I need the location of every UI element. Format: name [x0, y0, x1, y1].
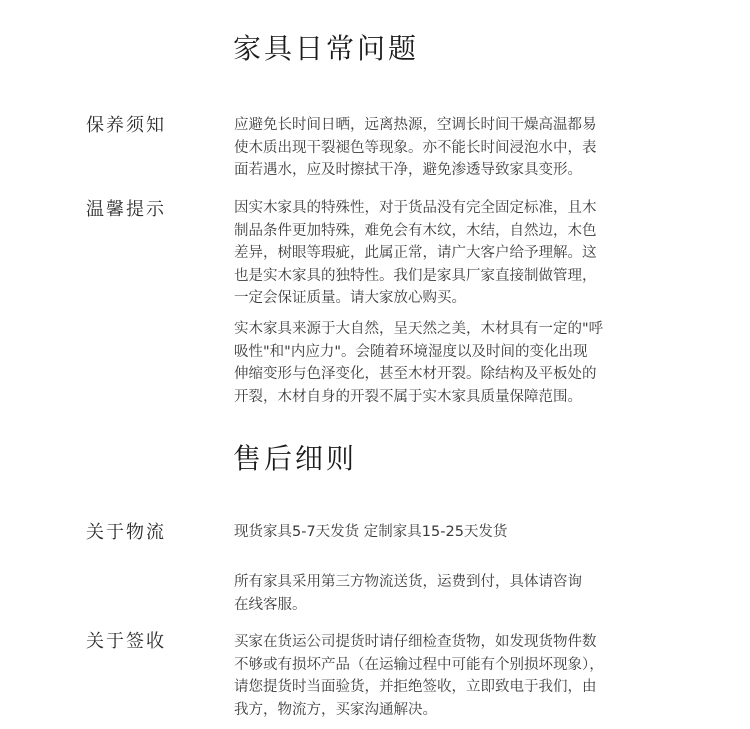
- section-title-after-sales: 售后细则: [233, 442, 358, 475]
- label-maintenance: 保养须知: [86, 115, 166, 136]
- paragraph-logistics-2: 所有家具采用第三方物流送货，运费到付，具体请咨询 在线客服。: [234, 574, 582, 613]
- paragraph-maintenance: 应避免长时间日晒，远离热源，空调长时间干燥高温都易 使木质出现干裂褪色等现象。亦不能长时间浸泡水中，表 面若遇水，应及时擦拭干净，避免渗透导致家具变形。: [234, 117, 597, 178]
- paragraph-tips-1: 因实木家具的特殊性，对于货品没有完全固定标准，且木 制品条件更加特殊，难免会有木纹，木结，自然边，木色 差异，树眼等瑕疵，此属正常，请广大客户给予理解。这 也是实木家具的独特性。我们是家具厂家直接制做管理， 一定会保证质量。请大家放心购买。: [234, 200, 597, 306]
- label-logistics: 关于物流: [86, 522, 166, 543]
- section-title-daily-issues: 家具日常问题: [233, 32, 420, 65]
- label-receipt: 关于签收: [86, 631, 166, 652]
- paragraph-receipt: 买家在货运公司提货时请仔细检查货物，如发现货物件数 不够或有损坏产品（在运输过程中可能有个别损坏现象）， 请您提货时当面验货，并拒绝签收，立即致电于我们，由 我方，物流方，买家沟通解决。: [234, 634, 604, 718]
- label-tips: 温馨提示: [86, 199, 166, 220]
- paragraph-tips-2: 实木家具来源于大自然，呈天然之美，木材具有一定的"呼 吸性"和"内应力"。会随着环境湿度以及时间的变化出现 伸缩变形与色泽变化，甚至木材开裂。除结构及平板处的 开裂，木材自身的开裂不属于实木家具质量保障范围。: [234, 321, 604, 405]
- paragraph-logistics-1: 现货家具5-7天发货 定制家具15-25天发货: [234, 524, 508, 540]
